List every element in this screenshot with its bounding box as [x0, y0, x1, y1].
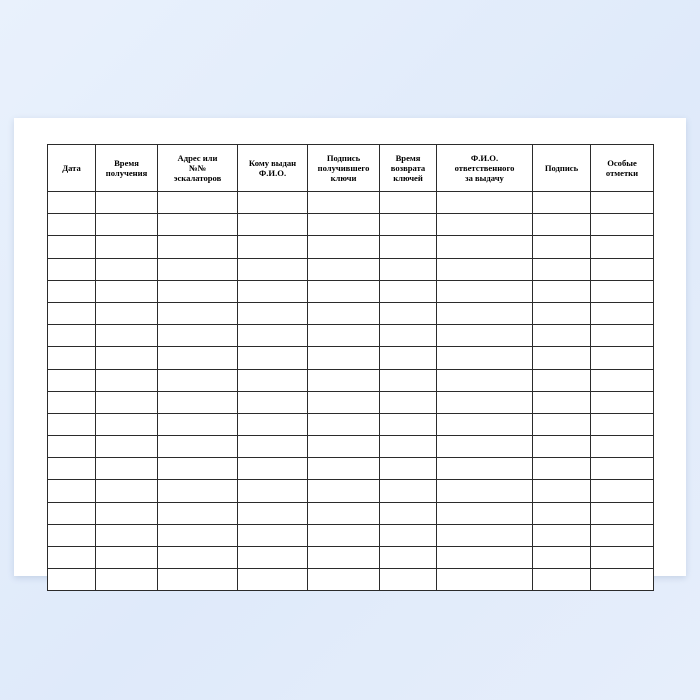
cell-receiver-signature[interactable]	[308, 369, 380, 391]
column-header-date	[48, 145, 96, 192]
cell-notes[interactable]	[591, 480, 654, 502]
cell-receipt-time[interactable]	[96, 214, 158, 236]
cell-receipt-time[interactable]	[96, 436, 158, 458]
cell-issued-to[interactable]	[238, 192, 308, 214]
cell-receipt-time[interactable]	[96, 413, 158, 435]
cell-responsible-person[interactable]	[437, 547, 533, 569]
cell-responsible-person[interactable]	[437, 436, 533, 458]
cell-date[interactable]	[48, 192, 96, 214]
column-header-line: Адрес или	[177, 152, 218, 163]
cell-issued-to[interactable]	[238, 369, 308, 391]
cell-address[interactable]	[158, 502, 238, 524]
column-header-line: ответственного	[454, 162, 515, 173]
cell-date[interactable]	[48, 369, 96, 391]
cell-address[interactable]	[158, 391, 238, 413]
cell-signature[interactable]	[533, 458, 591, 480]
cell-receipt-time[interactable]	[96, 547, 158, 569]
cell-notes[interactable]	[591, 192, 654, 214]
cell-issued-to[interactable]	[238, 458, 308, 480]
column-header-receiver-signature	[308, 145, 380, 192]
cell-signature[interactable]	[533, 347, 591, 369]
cell-receiver-signature[interactable]	[308, 258, 380, 280]
cell-signature[interactable]	[533, 369, 591, 391]
cell-issued-to[interactable]	[238, 347, 308, 369]
cell-issued-to[interactable]	[238, 214, 308, 236]
column-header-line: получившего	[317, 162, 370, 173]
cell-receipt-time[interactable]	[96, 458, 158, 480]
cell-issued-to[interactable]	[238, 547, 308, 569]
cell-address[interactable]	[158, 413, 238, 435]
cell-return-time[interactable]	[380, 436, 437, 458]
table-row	[48, 569, 654, 591]
cell-receipt-time[interactable]	[96, 325, 158, 347]
document-sheet	[14, 118, 686, 576]
cell-return-time[interactable]	[380, 547, 437, 569]
cell-address[interactable]	[158, 325, 238, 347]
cell-notes[interactable]	[591, 502, 654, 524]
cell-responsible-person[interactable]	[437, 369, 533, 391]
cell-address[interactable]	[158, 280, 238, 302]
cell-notes[interactable]	[591, 569, 654, 591]
cell-date[interactable]	[48, 391, 96, 413]
column-header-receipt-time	[96, 145, 158, 192]
table-row	[48, 502, 654, 524]
cell-signature[interactable]	[533, 214, 591, 236]
column-header-line: ключи	[330, 173, 357, 184]
table-row	[48, 547, 654, 569]
column-header-line: возврата	[390, 162, 426, 173]
table-row	[48, 458, 654, 480]
column-header-line: Время	[114, 157, 139, 168]
cell-receipt-time[interactable]	[96, 192, 158, 214]
cell-receipt-time[interactable]	[96, 569, 158, 591]
column-header-line: Дата	[62, 162, 81, 173]
cell-notes[interactable]	[591, 391, 654, 413]
cell-receipt-time[interactable]	[96, 280, 158, 302]
cell-issued-to[interactable]	[238, 524, 308, 546]
cell-address[interactable]	[158, 480, 238, 502]
cell-notes[interactable]	[591, 258, 654, 280]
cell-return-time[interactable]	[380, 280, 437, 302]
cell-receipt-time[interactable]	[96, 236, 158, 258]
cell-responsible-person[interactable]	[437, 524, 533, 546]
cell-receipt-time[interactable]	[96, 302, 158, 324]
cell-notes[interactable]	[591, 214, 654, 236]
cell-date[interactable]	[48, 547, 96, 569]
cell-receiver-signature[interactable]	[308, 436, 380, 458]
cell-date[interactable]	[48, 458, 96, 480]
cell-date[interactable]	[48, 325, 96, 347]
cell-responsible-person[interactable]	[437, 347, 533, 369]
column-header-line: за выдачу	[465, 173, 504, 184]
cell-responsible-person[interactable]	[437, 302, 533, 324]
cell-notes[interactable]	[591, 524, 654, 546]
cell-return-time[interactable]	[380, 458, 437, 480]
table-row	[48, 524, 654, 546]
cell-notes[interactable]	[591, 347, 654, 369]
cell-address[interactable]	[158, 192, 238, 214]
cell-address[interactable]	[158, 302, 238, 324]
cell-signature[interactable]	[533, 569, 591, 591]
cell-receiver-signature[interactable]	[308, 192, 380, 214]
cell-address[interactable]	[158, 569, 238, 591]
cell-signature[interactable]	[533, 524, 591, 546]
key-log-table	[47, 144, 654, 591]
column-header-return-time	[380, 145, 437, 192]
cell-notes[interactable]	[591, 302, 654, 324]
cell-return-time[interactable]	[380, 413, 437, 435]
cell-signature[interactable]	[533, 258, 591, 280]
cell-issued-to[interactable]	[238, 236, 308, 258]
cell-responsible-person[interactable]	[437, 258, 533, 280]
cell-notes[interactable]	[591, 547, 654, 569]
table-row	[48, 369, 654, 391]
table-row	[48, 413, 654, 435]
column-header-line: получения	[105, 168, 148, 178]
column-header-line: Подпись	[326, 152, 361, 163]
cell-address[interactable]	[158, 214, 238, 236]
cell-responsible-person[interactable]	[437, 502, 533, 524]
cell-issued-to[interactable]	[238, 325, 308, 347]
table-row	[48, 436, 654, 458]
cell-date[interactable]	[48, 236, 96, 258]
cell-issued-to[interactable]	[238, 413, 308, 435]
key-log-table-container	[47, 144, 653, 591]
cell-signature[interactable]	[533, 280, 591, 302]
cell-notes[interactable]	[591, 369, 654, 391]
table-row	[48, 480, 654, 502]
cell-signature[interactable]	[533, 502, 591, 524]
cell-receipt-time[interactable]	[96, 480, 158, 502]
header-row	[48, 145, 654, 192]
cell-receiver-signature[interactable]	[308, 391, 380, 413]
cell-receipt-time[interactable]	[96, 391, 158, 413]
cell-issued-to[interactable]	[238, 436, 308, 458]
column-header-address	[158, 145, 238, 192]
cell-date[interactable]	[48, 347, 96, 369]
column-header-line: ключей	[393, 173, 423, 184]
cell-issued-to[interactable]	[238, 569, 308, 591]
cell-date[interactable]	[48, 436, 96, 458]
cell-notes[interactable]	[591, 325, 654, 347]
cell-return-time[interactable]	[380, 236, 437, 258]
column-header-line: Особые	[607, 157, 637, 168]
cell-receiver-signature[interactable]	[308, 413, 380, 435]
cell-receiver-signature[interactable]	[308, 547, 380, 569]
cell-responsible-person[interactable]	[437, 192, 533, 214]
cell-signature[interactable]	[533, 325, 591, 347]
cell-date[interactable]	[48, 569, 96, 591]
column-header-line: эскалаторов	[173, 173, 222, 184]
cell-address[interactable]	[158, 258, 238, 280]
cell-return-time[interactable]	[380, 192, 437, 214]
table-row	[48, 280, 654, 302]
cell-signature[interactable]	[533, 436, 591, 458]
cell-issued-to[interactable]	[238, 480, 308, 502]
table-header	[48, 145, 654, 192]
cell-issued-to[interactable]	[238, 502, 308, 524]
table-row	[48, 214, 654, 236]
cell-date[interactable]	[48, 280, 96, 302]
cell-signature[interactable]	[533, 391, 591, 413]
cell-receiver-signature[interactable]	[308, 569, 380, 591]
cell-receipt-time[interactable]	[96, 347, 158, 369]
table-row	[48, 347, 654, 369]
cell-date[interactable]	[48, 480, 96, 502]
cell-return-time[interactable]	[380, 258, 437, 280]
cell-responsible-person[interactable]	[437, 280, 533, 302]
cell-date[interactable]	[48, 302, 96, 324]
column-header-line: Ф.И.О.	[258, 168, 287, 178]
cell-responsible-person[interactable]	[437, 458, 533, 480]
cell-responsible-person[interactable]	[437, 391, 533, 413]
cell-receiver-signature[interactable]	[308, 236, 380, 258]
table-body	[48, 192, 654, 591]
cell-receiver-signature[interactable]	[308, 280, 380, 302]
cell-receiver-signature[interactable]	[308, 214, 380, 236]
cell-receipt-time[interactable]	[96, 502, 158, 524]
cell-issued-to[interactable]	[238, 258, 308, 280]
cell-notes[interactable]	[591, 436, 654, 458]
cell-return-time[interactable]	[380, 369, 437, 391]
cell-receiver-signature[interactable]	[308, 347, 380, 369]
column-header-line: Время	[395, 152, 421, 163]
column-header-line: Ф.И.О.	[470, 152, 499, 163]
table-row	[48, 236, 654, 258]
cell-address[interactable]	[158, 236, 238, 258]
cell-receipt-time[interactable]	[96, 258, 158, 280]
cell-address[interactable]	[158, 458, 238, 480]
cell-return-time[interactable]	[380, 480, 437, 502]
table-row	[48, 302, 654, 324]
cell-address[interactable]	[158, 369, 238, 391]
cell-receipt-time[interactable]	[96, 369, 158, 391]
cell-address[interactable]	[158, 436, 238, 458]
cell-signature[interactable]	[533, 192, 591, 214]
cell-receiver-signature[interactable]	[308, 458, 380, 480]
cell-responsible-person[interactable]	[437, 325, 533, 347]
cell-address[interactable]	[158, 347, 238, 369]
column-header-notes	[591, 145, 654, 192]
cell-notes[interactable]	[591, 413, 654, 435]
cell-issued-to[interactable]	[238, 280, 308, 302]
cell-address[interactable]	[158, 524, 238, 546]
cell-responsible-person[interactable]	[437, 480, 533, 502]
cell-signature[interactable]	[533, 547, 591, 569]
column-header-line: №№	[188, 162, 207, 173]
column-header-line: Подпись	[544, 162, 579, 173]
cell-responsible-person[interactable]	[437, 236, 533, 258]
table-row	[48, 391, 654, 413]
column-header-signature	[533, 145, 591, 192]
cell-return-time[interactable]	[380, 302, 437, 324]
column-header-line: Кому выдан	[248, 157, 297, 168]
cell-notes[interactable]	[591, 458, 654, 480]
cell-receiver-signature[interactable]	[308, 325, 380, 347]
column-header-line: отметки	[605, 168, 639, 178]
cell-issued-to[interactable]	[238, 391, 308, 413]
cell-return-time[interactable]	[380, 347, 437, 369]
cell-responsible-person[interactable]	[437, 413, 533, 435]
column-header-responsible-person	[437, 145, 533, 192]
cell-issued-to[interactable]	[238, 302, 308, 324]
cell-return-time[interactable]	[380, 502, 437, 524]
cell-date[interactable]	[48, 502, 96, 524]
table-row	[48, 258, 654, 280]
table-row	[48, 325, 654, 347]
cell-receiver-signature[interactable]	[308, 480, 380, 502]
cell-notes[interactable]	[591, 280, 654, 302]
cell-signature[interactable]	[533, 236, 591, 258]
cell-address[interactable]	[158, 547, 238, 569]
cell-receiver-signature[interactable]	[308, 524, 380, 546]
cell-responsible-person[interactable]	[437, 569, 533, 591]
column-header-issued-to	[238, 145, 308, 192]
cell-signature[interactable]	[533, 302, 591, 324]
cell-receipt-time[interactable]	[96, 524, 158, 546]
cell-date[interactable]	[48, 524, 96, 546]
cell-return-time[interactable]	[380, 391, 437, 413]
cell-receiver-signature[interactable]	[308, 302, 380, 324]
cell-signature[interactable]	[533, 480, 591, 502]
cell-date[interactable]	[48, 214, 96, 236]
cell-return-time[interactable]	[380, 325, 437, 347]
cell-notes[interactable]	[591, 236, 654, 258]
cell-responsible-person[interactable]	[437, 214, 533, 236]
cell-date[interactable]	[48, 413, 96, 435]
cell-return-time[interactable]	[380, 524, 437, 546]
cell-return-time[interactable]	[380, 214, 437, 236]
cell-signature[interactable]	[533, 413, 591, 435]
cell-receiver-signature[interactable]	[308, 502, 380, 524]
table-row	[48, 192, 654, 214]
cell-return-time[interactable]	[380, 569, 437, 591]
cell-date[interactable]	[48, 258, 96, 280]
